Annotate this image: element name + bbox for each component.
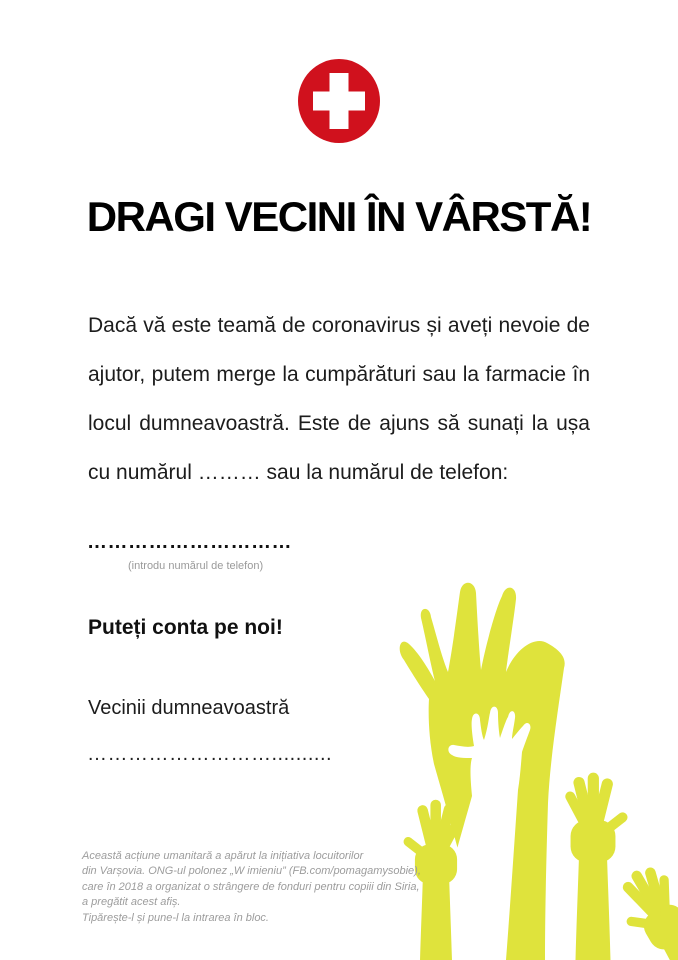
signature-blank: ………………………..........: [87, 743, 333, 765]
credits-line: care în 2018 a organizat o strângere de fonduri pentru copiii din Siria,: [82, 880, 420, 893]
hand-shape: [605, 857, 678, 960]
body-paragraph: [88, 301, 590, 497]
promise-text: Puteți conta pe noi!: [88, 616, 283, 639]
credits-line: din Varșovia. ONG-ul polonez „W imieniu” (FB.com/pomagamysobie),: [82, 865, 421, 878]
cross-horizontal-bar: [313, 92, 365, 111]
print-instruction: Tipărește-l și pune-l la intrarea în bloc.: [82, 912, 269, 924]
credits-block: [82, 849, 427, 911]
signature-label: Vecinii dumneavoastră: [88, 697, 290, 719]
hand-shape: [564, 773, 630, 960]
body-line: cu numărul ……… sau la numărul de telefon:: [88, 461, 509, 484]
body-line: locul dumneavoastră. Este de ajuns să sunați la ușa: [88, 412, 590, 435]
poster-title: DRAGI VECINI ÎN VÂRSTĂ!: [86, 193, 592, 240]
raised-hands-illustration: [388, 568, 678, 960]
body-line: Dacă vă este teamă de coronavirus și aveți nevoie de: [88, 314, 590, 337]
body-line: ajutor, putem merge la cumpărături sau la farmacie în: [88, 363, 590, 386]
red-cross-icon: [297, 58, 381, 144]
credits-line: Această acțiune umanitară a apărut la inițiativa locuitorilor: [82, 850, 364, 862]
phone-number-blank: …………………………: [87, 531, 292, 553]
credits-line: a pregătit acest afiș.: [82, 896, 181, 909]
phone-number-hint: (introdu numărul de telefon): [128, 560, 264, 572]
